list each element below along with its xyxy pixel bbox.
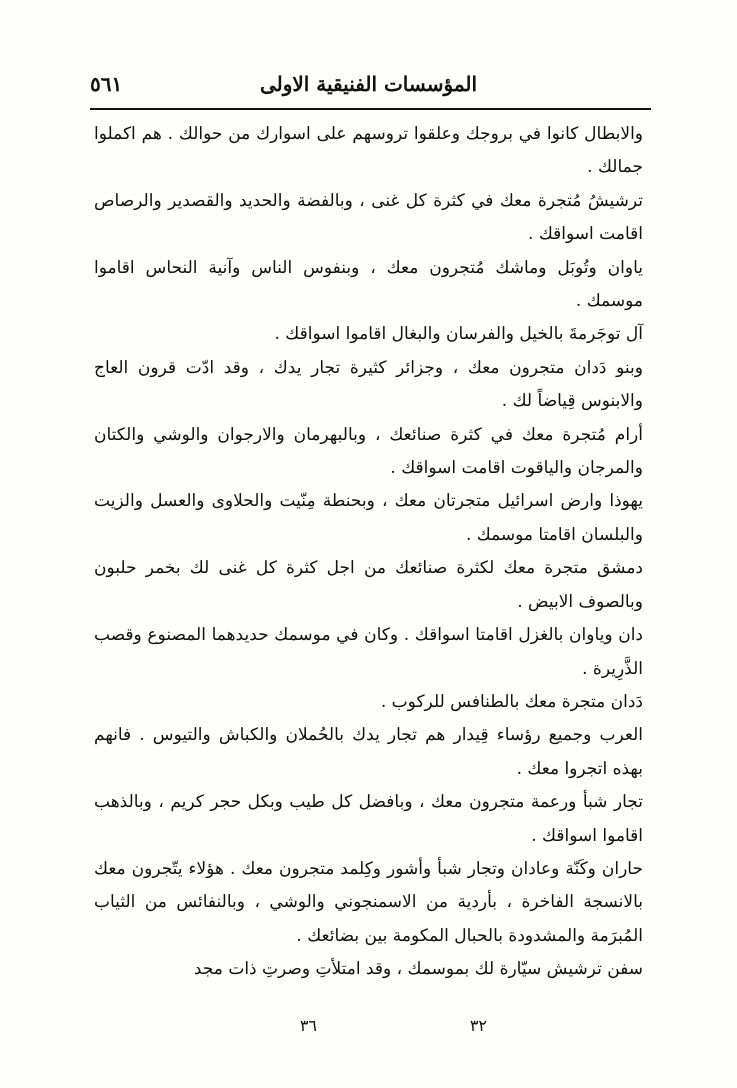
paragraph: ياوان وتُوبَل وماشك مُتجرون معك ، وبنفوس الناس وآنية النحاس اقاموا موسمك . xyxy=(94,257,643,312)
page-header xyxy=(90,66,647,106)
running-title: المؤسسات الفنيقية الاولى xyxy=(259,72,478,96)
header-rule xyxy=(90,108,651,110)
page-number: ٥٦١ xyxy=(90,72,123,96)
paragraph: تجار شبأ ورعمة متجرون معك ، وبافضل كل طيب وبكل حجر كريم ، وبالذهب اقاموا اسواقك . xyxy=(94,792,643,846)
paragraph: آل توجَرمةَ بالخيل والفرسان والبغال اقاموا اسواقك . xyxy=(274,324,643,345)
paragraph: وبنو دَدان متجرون معك ، وجزائر كثيرة تجار يدك ، وقد ادّت قرون العاج والابنوس قِياضاً لك . xyxy=(94,357,643,412)
paragraph: سفن ترشيش سيّارة لك بموسمك ، وقد امتلأتِ وصرتِ ذات مجد xyxy=(193,959,643,980)
paragraph: والابطال كانوا في بروجك وعلقوا تروسهم على اسوارك من حوالك . هم اكملوا جمالك . xyxy=(94,124,643,178)
paragraph: دان وياوان بالغزل اقامتا اسواقك . وكان في موسمك حديدهما المصنوع وقصب الذَّرِيرة . xyxy=(94,625,643,679)
paragraph: العرب وجميع رؤساء قِيدار هم تجار يدك بالحُملان والكباش والتيوس . فانهم بهذه اتجروا معك . xyxy=(94,725,643,779)
page-body xyxy=(94,118,643,987)
paragraph: حاران وكَنّة وعادان وتجار شبأ وأشور وكِلمد متجرون معك . هؤلاء يتّجرون معك بالانسجة الفاخرة ، بأردية من الاسمنجوني والوشي ، وبالنفائس من الثياب المُبرَمة والمشدودة بالحبال المكومة بين بضائعك . xyxy=(94,858,643,946)
paragraph: ترشيشُ مُتجرة معك في كثرة كل غنى ، وبالفضة والحديد والقصدير والرصاص اقامت اسواقك . xyxy=(94,190,643,245)
page-footer xyxy=(90,1016,647,1042)
paragraph: أرام مُتجرة معك في كثرة صنائعك ، وبالبهرمان والارجوان والوشي والكتان والمرجان والياقوت اقامت اسواقك . xyxy=(94,424,643,479)
paragraph: يهوذا وارض اسرائيل متجرتان معك ، وبحنطة مِنّيت والحلاوى والعسل والزيت والبلسان اقامتا موسمك . xyxy=(94,491,643,545)
paragraph: دمشق متجرة معك لكثرة صنائعك من اجل كثرة كل غنى لك بخمر حلبون وبالصوف الابيض . xyxy=(94,558,643,612)
paragraph: دَدان متجرة معك بالطنافس للركوب . xyxy=(380,691,643,712)
footer-mark-left: ٣٢ xyxy=(469,1016,487,1035)
footer-mark-right: ٣٦ xyxy=(299,1016,317,1035)
